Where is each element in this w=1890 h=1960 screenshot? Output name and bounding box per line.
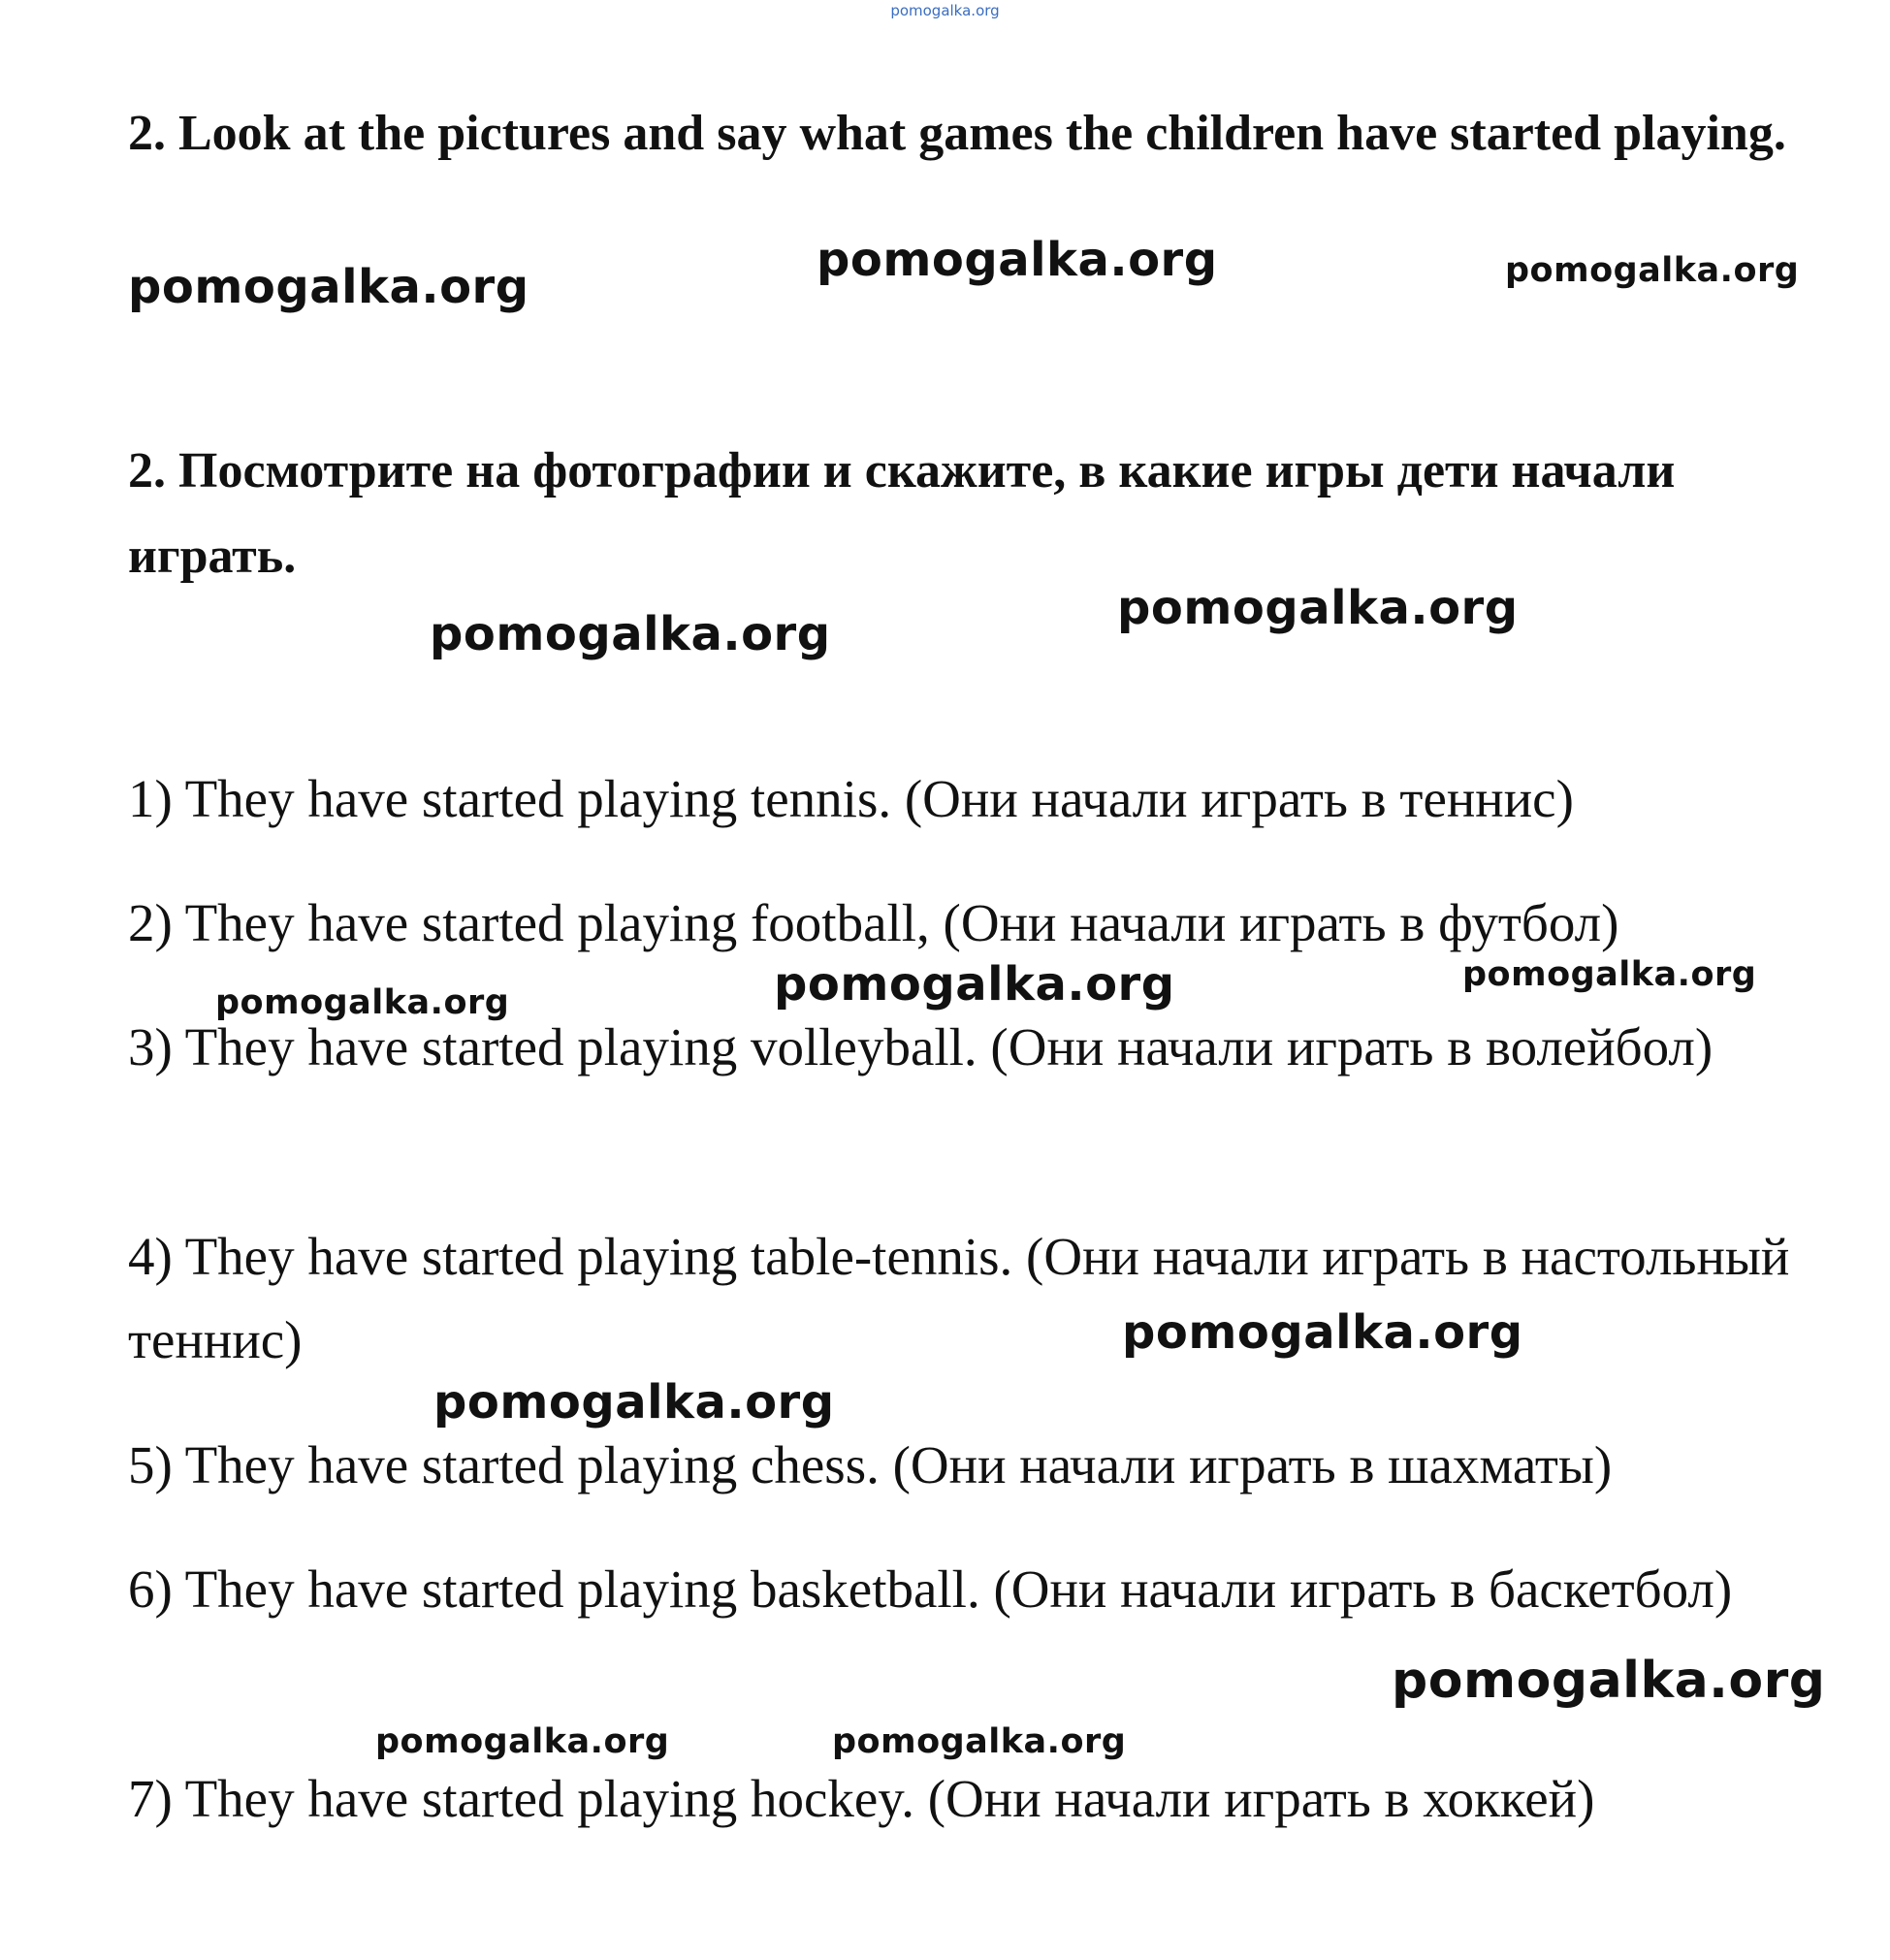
answer-1: 1) They have started playing tennis. (Они начали играть в теннис) — [128, 769, 1574, 828]
watermark: pomogalka.org — [1122, 1305, 1523, 1360]
answer-7: 7) They have started playing hockey. (Они начали играть в хоккей) — [128, 1769, 1595, 1828]
watermark: pomogalka.org — [1462, 955, 1757, 994]
watermark: pomogalka.org — [430, 607, 831, 661]
watermark: pomogalka.org — [1392, 1652, 1826, 1710]
answer-4: 4) They have started playing table-tennis. (Они начали играть в настольный теннис) — [128, 1227, 1790, 1369]
watermark: pomogalka.org — [215, 983, 510, 1022]
watermark: pomogalka.org — [128, 260, 529, 314]
header-watermark: pomogalka.org — [890, 2, 1000, 19]
answer-2: 2) They have started playing football, (Они начали играть в футбол) — [128, 893, 1619, 952]
answer-6: 6) They have started playing basketball. (Они начали играть в баскетбол) — [128, 1559, 1733, 1619]
watermark: pomogalka.org — [1505, 251, 1800, 290]
watermark: pomogalka.org — [1117, 581, 1519, 635]
watermark: pomogalka.org — [433, 1375, 835, 1430]
watermark: pomogalka.org — [774, 957, 1175, 1012]
watermark: pomogalka.org — [375, 1722, 670, 1761]
answer-5: 5) They have started playing chess. (Они начали играть в шахматы) — [128, 1435, 1613, 1494]
task-title-russian: 2. Посмотрите на фотографии и скажите, в какие игры дети начали играть. — [128, 443, 1676, 584]
watermark: pomogalka.org — [832, 1722, 1127, 1761]
watermark: pomogalka.org — [817, 233, 1218, 287]
task-title-english: 2. Look at the pictures and say what games the children have started playing. — [128, 106, 1786, 161]
answer-3: 3) They have started playing volleyball. (Они начали играть в волейбол) — [128, 1017, 1714, 1076]
